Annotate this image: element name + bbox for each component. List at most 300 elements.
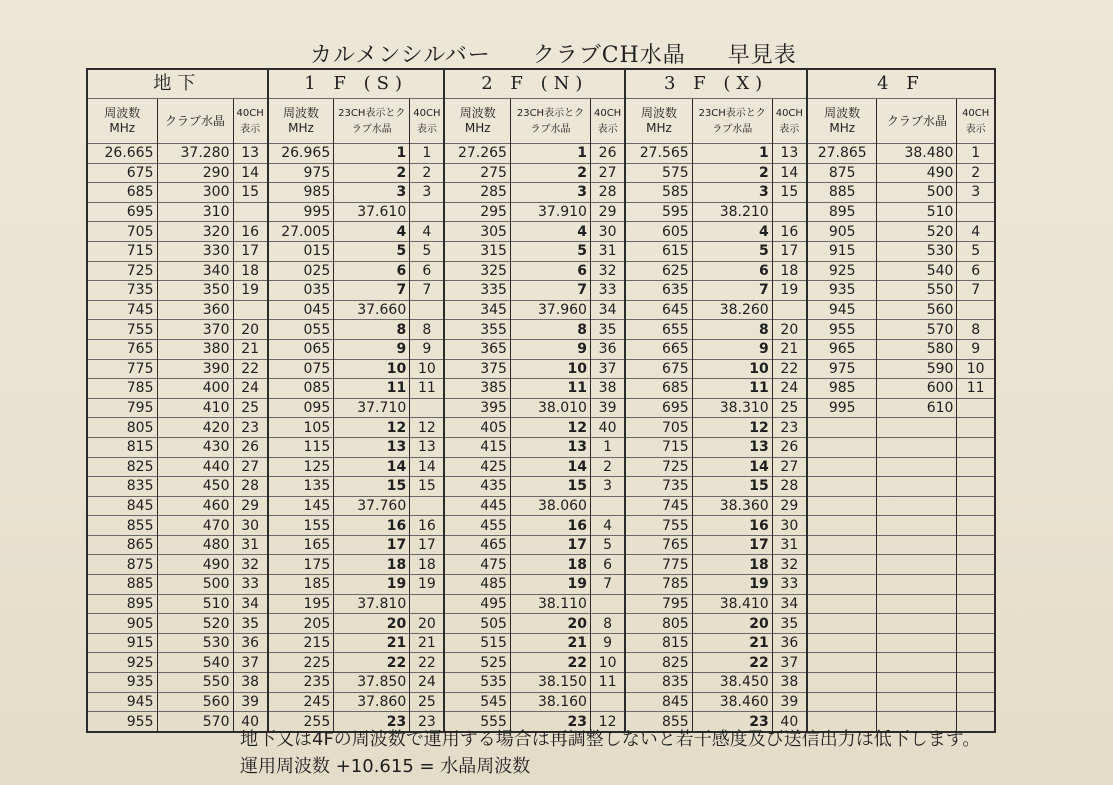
table-cell: 20 — [334, 614, 410, 634]
table-row — [87, 457, 995, 477]
table-cell: 27.565 — [625, 144, 692, 164]
table-cell: 11 — [334, 379, 410, 399]
table-cell: 535 — [444, 673, 510, 693]
table-cell: 39 — [590, 398, 625, 418]
table-cell: 370 — [157, 320, 233, 340]
table-cell: 875 — [807, 163, 877, 183]
table-cell: 19 — [510, 575, 590, 595]
table-cell: 420 — [157, 418, 233, 438]
table-cell: 2 — [692, 163, 772, 183]
table-cell: 275 — [444, 163, 510, 183]
table-cell: 065 — [268, 339, 334, 359]
table-cell: 11 — [692, 379, 772, 399]
table-cell: 285 — [444, 183, 510, 203]
table-cell: 14 — [410, 457, 445, 477]
table-cell: 22 — [233, 359, 268, 379]
table-cell: 3 — [410, 183, 445, 203]
table-cell: 10 — [510, 359, 590, 379]
table-cell — [957, 614, 995, 634]
table-cell: 26 — [772, 437, 807, 457]
table-cell: 875 — [87, 555, 157, 575]
table-cell — [957, 692, 995, 712]
table-cell: 39 — [772, 692, 807, 712]
footer-note: 地下又は4Fの周波数で運用する場合は再調整しないと若干感度及び送信出力は低下します。 — [240, 729, 981, 750]
table-cell — [807, 516, 877, 536]
table-cell: 350 — [157, 281, 233, 301]
table-cell: 885 — [807, 183, 877, 203]
table-cell: 28 — [590, 183, 625, 203]
table-cell: 4 — [957, 222, 995, 242]
table-cell: 570 — [157, 712, 233, 732]
table-cell: 21 — [233, 339, 268, 359]
table-cell: 23 — [334, 712, 410, 732]
table-cell: 13 — [334, 437, 410, 457]
header-freq: 周波数 MHz — [807, 99, 877, 144]
table-row — [87, 477, 995, 497]
table-cell: 19 — [772, 281, 807, 301]
table-cell: 400 — [157, 379, 233, 399]
table-cell: 8 — [692, 320, 772, 340]
table-cell: 805 — [625, 614, 692, 634]
table-cell: 460 — [157, 496, 233, 516]
table-cell: 480 — [157, 535, 233, 555]
table-cell: 13 — [233, 144, 268, 164]
table-cell: 15 — [510, 477, 590, 497]
table-cell: 29 — [590, 202, 625, 222]
table-cell: 13 — [510, 437, 590, 457]
table-row — [87, 339, 995, 359]
table-cell — [957, 575, 995, 595]
table-row — [87, 692, 995, 712]
table-cell — [877, 633, 957, 653]
table-cell: 18 — [334, 555, 410, 575]
table-cell: 380 — [157, 339, 233, 359]
table-cell: 16 — [410, 516, 445, 536]
table-cell — [807, 477, 877, 497]
table-cell: 825 — [625, 653, 692, 673]
table-cell: 915 — [807, 241, 877, 261]
table-cell: 735 — [87, 281, 157, 301]
table-cell: 435 — [444, 477, 510, 497]
table-cell: 20 — [692, 614, 772, 634]
table-cell: 5 — [692, 241, 772, 261]
table-cell: 20 — [772, 320, 807, 340]
table-cell — [877, 418, 957, 438]
table-cell — [807, 575, 877, 595]
table-cell: 225 — [268, 653, 334, 673]
table-cell: 320 — [157, 222, 233, 242]
table-cell: 310 — [157, 202, 233, 222]
table-cell: 17 — [510, 535, 590, 555]
table-cell: 26.665 — [87, 144, 157, 164]
header-40ch: 40CH表示 — [957, 99, 995, 144]
table-cell: 34 — [772, 594, 807, 614]
table-cell: 510 — [157, 594, 233, 614]
table-cell: 715 — [625, 437, 692, 457]
table-cell: 27.265 — [444, 144, 510, 164]
table-cell: 20 — [510, 614, 590, 634]
table-cell: 11 — [410, 379, 445, 399]
table-cell — [877, 516, 957, 536]
table-cell: 2 — [510, 163, 590, 183]
table-cell: 8 — [410, 320, 445, 340]
table-row — [87, 614, 995, 634]
table-cell: 32 — [233, 555, 268, 575]
table-cell: 845 — [625, 692, 692, 712]
table-cell: 985 — [268, 183, 334, 203]
table-cell: 38.210 — [692, 202, 772, 222]
table-cell: 6 — [590, 555, 625, 575]
table-cell: 385 — [444, 379, 510, 399]
table-cell: 795 — [625, 594, 692, 614]
table-cell — [590, 594, 625, 614]
table-cell: 895 — [807, 202, 877, 222]
table-cell: 315 — [444, 241, 510, 261]
table-cell: 27.865 — [807, 144, 877, 164]
table-cell: 23 — [692, 712, 772, 732]
table-cell — [233, 202, 268, 222]
table-cell — [877, 692, 957, 712]
table-cell: 825 — [87, 457, 157, 477]
table-cell: 725 — [625, 457, 692, 477]
table-cell — [410, 300, 445, 320]
table-cell: 37.610 — [334, 202, 410, 222]
table-cell: 6 — [692, 261, 772, 281]
table-cell: 855 — [625, 712, 692, 732]
table-cell — [957, 418, 995, 438]
table-cell: 590 — [877, 359, 957, 379]
table-cell — [772, 202, 807, 222]
table-cell: 19 — [692, 575, 772, 595]
table-cell: 175 — [268, 555, 334, 575]
table-cell: 20 — [410, 614, 445, 634]
table-cell: 38.480 — [877, 144, 957, 164]
table-cell: 025 — [268, 261, 334, 281]
table-cell: 490 — [877, 163, 957, 183]
table-cell: 500 — [157, 575, 233, 595]
table-cell: 775 — [625, 555, 692, 575]
table-cell: 605 — [625, 222, 692, 242]
table-cell: 15 — [410, 477, 445, 497]
table-cell: 815 — [87, 437, 157, 457]
table-cell: 40 — [233, 712, 268, 732]
table-cell: 19 — [334, 575, 410, 595]
table-cell — [807, 673, 877, 693]
table-cell — [590, 692, 625, 712]
table-cell: 32 — [590, 261, 625, 281]
table-cell: 9 — [510, 339, 590, 359]
table-cell: 3 — [510, 183, 590, 203]
table-cell: 4 — [410, 222, 445, 242]
table-cell: 7 — [692, 281, 772, 301]
table-cell: 29 — [772, 496, 807, 516]
table-cell — [807, 594, 877, 614]
table-cell: 11 — [510, 379, 590, 399]
section-1f: 1 F (S) — [268, 69, 445, 99]
table-cell: 34 — [590, 300, 625, 320]
table-cell: 540 — [877, 261, 957, 281]
table-cell: 37.660 — [334, 300, 410, 320]
table-cell — [877, 496, 957, 516]
table-cell: 21 — [692, 633, 772, 653]
table-cell: 18 — [510, 555, 590, 575]
table-row — [87, 418, 995, 438]
table-cell: 410 — [157, 398, 233, 418]
table-cell: 365 — [444, 339, 510, 359]
table-cell: 26 — [590, 144, 625, 164]
table-cell: 32 — [772, 555, 807, 575]
table-cell: 805 — [87, 418, 157, 438]
table-cell: 360 — [157, 300, 233, 320]
table-cell — [957, 437, 995, 457]
table-row — [87, 379, 995, 399]
header-23ch: 23CH表示とクラブ水晶 — [692, 99, 772, 144]
table-cell: 22 — [334, 653, 410, 673]
table-cell — [772, 300, 807, 320]
table-cell: 38.310 — [692, 398, 772, 418]
table-cell: 24 — [410, 673, 445, 693]
table-cell — [233, 300, 268, 320]
table-cell: 530 — [877, 241, 957, 261]
table-cell: 20 — [233, 320, 268, 340]
table-cell: 5 — [334, 241, 410, 261]
table-cell — [957, 516, 995, 536]
table-cell: 560 — [157, 692, 233, 712]
table-cell: 755 — [87, 320, 157, 340]
table-cell: 6 — [334, 261, 410, 281]
table-cell: 38.450 — [692, 673, 772, 693]
table-cell: 31 — [772, 535, 807, 555]
page-title — [310, 38, 831, 69]
table-cell: 25 — [772, 398, 807, 418]
table-cell: 31 — [233, 535, 268, 555]
table-cell: 445 — [444, 496, 510, 516]
table-cell: 785 — [87, 379, 157, 399]
table-row — [87, 653, 995, 673]
title-brand: カルメンシルバー — [310, 43, 491, 68]
table-cell: 215 — [268, 633, 334, 653]
table-cell: 600 — [877, 379, 957, 399]
table-cell: 37.910 — [510, 202, 590, 222]
table-cell: 705 — [625, 418, 692, 438]
table-cell: 965 — [807, 339, 877, 359]
table-cell — [877, 594, 957, 614]
table-cell: 14 — [772, 163, 807, 183]
table-row — [87, 359, 995, 379]
table-cell: 30 — [772, 516, 807, 536]
table-cell: 21 — [510, 633, 590, 653]
table-cell: 17 — [772, 241, 807, 261]
table-cell: 27 — [233, 457, 268, 477]
column-header-row — [87, 99, 995, 144]
table-cell: 540 — [157, 653, 233, 673]
header-23ch: 23CH表示とクラブ水晶 — [334, 99, 410, 144]
table-cell: 5 — [590, 535, 625, 555]
table-row — [87, 555, 995, 575]
table-cell: 5 — [957, 241, 995, 261]
table-cell — [807, 535, 877, 555]
table-cell: 855 — [87, 516, 157, 536]
table-cell — [957, 457, 995, 477]
table-cell: 5 — [410, 241, 445, 261]
table-cell: 325 — [444, 261, 510, 281]
table-cell: 155 — [268, 516, 334, 536]
table-cell: 16 — [334, 516, 410, 536]
table-cell: 795 — [87, 398, 157, 418]
table-cell: 37.850 — [334, 673, 410, 693]
table-cell: 235 — [268, 673, 334, 693]
table-cell: 1 — [590, 437, 625, 457]
table-cell: 12 — [410, 418, 445, 438]
table-cell: 22 — [510, 653, 590, 673]
table-cell: 40 — [772, 712, 807, 732]
table-row — [87, 633, 995, 653]
table-cell: 1 — [957, 144, 995, 164]
table-cell: 395 — [444, 398, 510, 418]
table-cell: 10 — [334, 359, 410, 379]
table-cell: 550 — [157, 673, 233, 693]
table-cell — [877, 673, 957, 693]
table-cell: 37.860 — [334, 692, 410, 712]
table-cell: 29 — [233, 496, 268, 516]
table-row — [87, 437, 995, 457]
table-cell — [807, 555, 877, 575]
table-cell: 775 — [87, 359, 157, 379]
table-cell: 925 — [807, 261, 877, 281]
header-xtal: クラブ水晶 — [157, 99, 233, 144]
table-cell: 075 — [268, 359, 334, 379]
footer-formula: 運用周波数 +10.615 = 水晶周波数 — [240, 756, 531, 777]
table-cell: 22 — [692, 653, 772, 673]
table-cell: 985 — [807, 379, 877, 399]
table-cell: 38.410 — [692, 594, 772, 614]
table-cell: 8 — [334, 320, 410, 340]
table-cell: 415 — [444, 437, 510, 457]
table-cell: 19 — [233, 281, 268, 301]
table-cell: 865 — [87, 535, 157, 555]
table-cell: 745 — [625, 496, 692, 516]
table-cell: 095 — [268, 398, 334, 418]
table-cell: 2 — [590, 457, 625, 477]
table-cell: 17 — [410, 535, 445, 555]
table-cell: 520 — [157, 614, 233, 634]
table-cell: 3 — [957, 183, 995, 203]
table-cell: 18 — [772, 261, 807, 281]
table-cell: 355 — [444, 320, 510, 340]
table-cell: 715 — [87, 241, 157, 261]
table-cell — [957, 398, 995, 418]
table-cell: 8 — [590, 614, 625, 634]
table-cell: 6 — [410, 261, 445, 281]
table-cell: 38.160 — [510, 692, 590, 712]
section-header-row — [87, 69, 995, 99]
table-cell: 13 — [692, 437, 772, 457]
table-cell: 915 — [87, 633, 157, 653]
table-cell: 38.360 — [692, 496, 772, 516]
table-cell: 10 — [590, 653, 625, 673]
table-cell: 37 — [772, 653, 807, 673]
table-row — [87, 183, 995, 203]
table-cell: 15 — [233, 183, 268, 203]
table-cell — [877, 575, 957, 595]
table-cell: 2 — [410, 163, 445, 183]
section-3f: 3 F (X) — [625, 69, 807, 99]
table-cell: 675 — [625, 359, 692, 379]
table-cell: 055 — [268, 320, 334, 340]
table-cell: 36 — [590, 339, 625, 359]
table-cell: 21 — [410, 633, 445, 653]
table-cell: 14 — [692, 457, 772, 477]
table-cell: 26.965 — [268, 144, 334, 164]
table-cell: 575 — [625, 163, 692, 183]
table-cell: 515 — [444, 633, 510, 653]
table-cell: 045 — [268, 300, 334, 320]
table-cell: 835 — [87, 477, 157, 497]
table-cell — [807, 633, 877, 653]
table-row — [87, 202, 995, 222]
table-cell: 36 — [233, 633, 268, 653]
table-cell: 36 — [772, 633, 807, 653]
table-cell: 7 — [410, 281, 445, 301]
table-cell — [957, 300, 995, 320]
table-cell: 335 — [444, 281, 510, 301]
table-row — [87, 163, 995, 183]
table-cell: 38 — [590, 379, 625, 399]
table-cell: 745 — [87, 300, 157, 320]
table-cell: 16 — [233, 222, 268, 242]
table-cell: 645 — [625, 300, 692, 320]
table-cell: 33 — [590, 281, 625, 301]
table-cell: 28 — [233, 477, 268, 497]
table-cell: 33 — [772, 575, 807, 595]
table-cell: 695 — [625, 398, 692, 418]
table-cell — [807, 437, 877, 457]
table-cell: 37.760 — [334, 496, 410, 516]
table-cell: 38.010 — [510, 398, 590, 418]
table-cell: 145 — [268, 496, 334, 516]
table-cell: 22 — [772, 359, 807, 379]
table-cell — [877, 653, 957, 673]
table-cell: 440 — [157, 457, 233, 477]
table-cell: 27 — [590, 163, 625, 183]
table-cell: 015 — [268, 241, 334, 261]
table-cell: 905 — [87, 614, 157, 634]
table-cell: 38 — [772, 673, 807, 693]
table-cell: 12 — [334, 418, 410, 438]
table-cell: 14 — [334, 457, 410, 477]
table-cell: 300 — [157, 183, 233, 203]
table-cell: 695 — [87, 202, 157, 222]
table-cell: 615 — [625, 241, 692, 261]
table-cell: 27 — [772, 457, 807, 477]
table-cell: 470 — [157, 516, 233, 536]
table-cell: 24 — [233, 379, 268, 399]
header-freq: 周波数 MHz — [268, 99, 334, 144]
table-cell: 37 — [233, 653, 268, 673]
table-cell: 7 — [510, 281, 590, 301]
table-cell: 340 — [157, 261, 233, 281]
table-cell: 9 — [692, 339, 772, 359]
table-cell: 14 — [510, 457, 590, 477]
table-cell: 550 — [877, 281, 957, 301]
table-cell: 375 — [444, 359, 510, 379]
table-cell: 935 — [807, 281, 877, 301]
section-4f: 4 F — [807, 69, 995, 99]
table-cell: 505 — [444, 614, 510, 634]
table-cell: 25 — [410, 692, 445, 712]
table-cell: 4 — [334, 222, 410, 242]
table-cell — [957, 594, 995, 614]
